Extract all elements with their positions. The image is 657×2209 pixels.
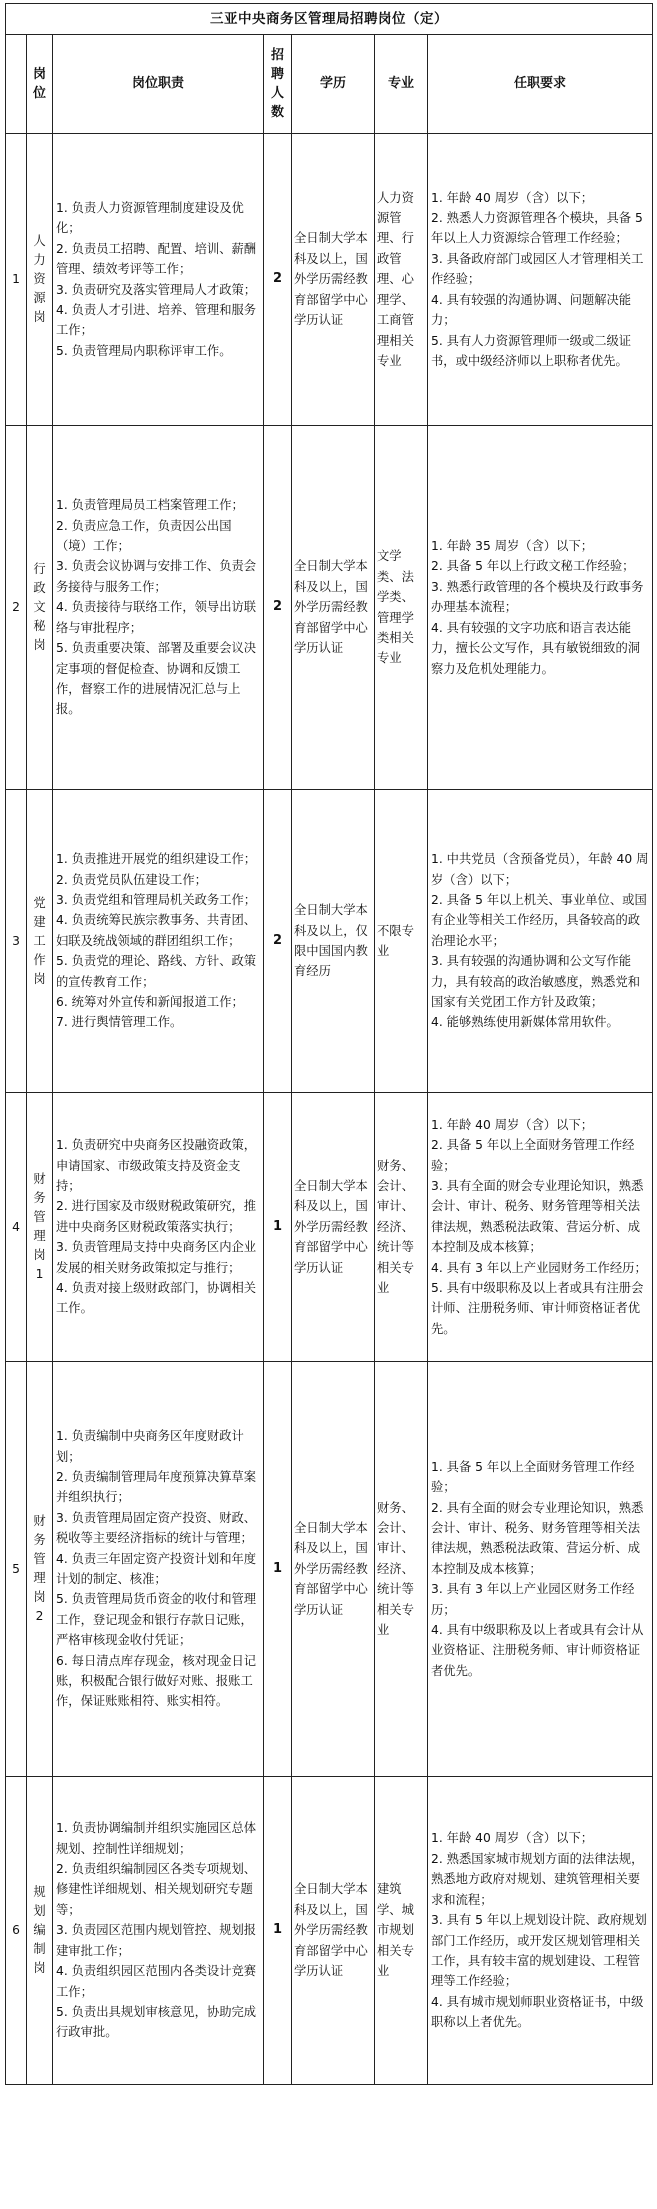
header-count: 招聘人数 — [264, 35, 292, 134]
table-body — [6, 134, 653, 2085]
major-requirement: 财务、会计、审计、经济、统计等相关专业 — [375, 1362, 428, 1777]
row-index: 6 — [6, 1777, 27, 2085]
education-requirement: 全日制大学本科及以上，国外学历需经教育部留学中心学历认证 — [292, 1093, 375, 1362]
table-row — [6, 1362, 653, 1777]
hire-count: 2 — [264, 790, 292, 1093]
row-index: 2 — [6, 426, 27, 790]
row-index: 5 — [6, 1362, 27, 1777]
hire-count: 1 — [264, 1777, 292, 2085]
education-requirement: 全日制大学本科及以上，国外学历需经教育部留学中心学历认证 — [292, 1777, 375, 2085]
header-post: 岗位 — [27, 35, 53, 134]
education-requirement: 全日制大学本科及以上，仅限中国国内教育经历 — [292, 790, 375, 1093]
table-row — [6, 426, 653, 790]
header-row — [6, 35, 653, 134]
header-index — [6, 35, 27, 134]
job-requirements: 1. 中共党员（含预备党员），年龄 40 周岁（含）以下； 2. 具备 5 年以上机关、事业单位、或国有企业等相关工作经历，具备较高的政治理论水平； 3. 具有较强的沟通协调和公文写作能力，具有较高的政治敏感度，熟悉党和国家有关党团工作方针及政策； 4. 能够熟练使用新媒体常用软件。 — [428, 790, 653, 1093]
major-requirement: 财务、会计、审计、经济、统计等相关专业 — [375, 1093, 428, 1362]
post-duties: 1. 负责协调编制并组织实施园区总体规划、控制性详细规划； 2. 负责组织编制园区各类专项规划、修建性详细规划、相关规划研究专题等； 3. 负责园区范围内规划管控、规划报建审批工作； 4. 负责组织园区范围内各类设计竞赛工作； 5. 负责出具规划审核意见，协助完成行政审批。 — [53, 1777, 264, 2085]
post-name: 规划编制岗 — [27, 1777, 53, 2085]
education-requirement: 全日制大学本科及以上，国外学历需经教育部留学中心学历认证 — [292, 134, 375, 426]
row-index: 1 — [6, 134, 27, 426]
table-row — [6, 1777, 653, 2085]
post-duties: 1. 负责推进开展党的组织建设工作； 2. 负责党员队伍建设工作； 3. 负责党组和管理局机关政务工作； 4. 负责统筹民族宗教事务、共青团、妇联及统战领域的群团组织工作； 5. 负责党的理论、路线、方针、政策的宣传教育工作； 6. 统筹对外宣传和新闻报道工作； 7. 进行舆情管理工作。 — [53, 790, 264, 1093]
job-requirements: 1. 年龄 40 周岁（含）以下； 2. 熟悉人力资源管理各个模块，具备 5 年以上人力资源综合管理工作经验； 3. 具备政府部门或园区人才管理相关工作经验； 4. 具有较强的沟通协调、问题解决能力； 5. 具有人力资源管理师一级或二级证书，或中级经济师以上职称者优先。 — [428, 134, 653, 426]
education-requirement: 全日制大学本科及以上，国外学历需经教育部留学中心学历认证 — [292, 1362, 375, 1777]
education-requirement: 全日制大学本科及以上，国外学历需经教育部留学中心学历认证 — [292, 426, 375, 790]
hire-count: 2 — [264, 426, 292, 790]
recruitment-table — [5, 3, 653, 2085]
post-duties: 1. 负责人力资源管理制度建设及优化； 2. 负责员工招聘、配置、培训、薪酬管理、绩效考评等工作； 3. 负责研究及落实管理局人才政策； 4. 负责人才引进、培养、管理和服务工作； 5. 负责管理局内职称评审工作。 — [53, 134, 264, 426]
major-requirement: 文学类、法学类、管理学类相关专业 — [375, 426, 428, 790]
post-duties: 1. 负责编制中央商务区年度财政计划； 2. 负责编制管理局年度预算决算草案并组织执行； 3. 负责管理局固定资产投资、财政、税收等主要经济指标的统计与管理； 4. 负责三年固定资产投资计划和年度计划的制定、核准； 5. 负责管理局货币资金的收付和管理工作，登记现金和银行存款日记账，严格审核现金收付凭证； 6. 每日清点库存现金，核对现金日记账，积极配合银行做好对账、报账工作，保证账账相符、账实相符。 — [53, 1362, 264, 1777]
header-major: 专业 — [375, 35, 428, 134]
job-requirements: 1. 年龄 40 周岁（含）以下； 2. 熟悉国家城市规划方面的法律法规，熟悉地方政府对规划、建筑管理相关要求和流程； 3. 具有 5 年以上规划设计院、政府规划部门工作经历，或开发区规划管理相关工作，具有较丰富的规划建设、工程管理等工作经验； 4. 具有城市规划师职业资格证书，中级职称以上者优先。 — [428, 1777, 653, 2085]
post-duties: 1. 负责研究中央商务区投融资政策，申请国家、市级政策支持及资金支持； 2. 进行国家及市级财税政策研究，推进中央商务区财税政策落实执行； 3. 负责管理局支持中央商务区内企业发展的相关财务政策拟定与推行； 4. 负责对接上级财政部门，协调相关工作。 — [53, 1093, 264, 1362]
header-requirements: 任职要求 — [428, 35, 653, 134]
header-education: 学历 — [292, 35, 375, 134]
post-name: 行政文秘岗 — [27, 426, 53, 790]
hire-count: 2 — [264, 134, 292, 426]
header-duties: 岗位职责 — [53, 35, 264, 134]
major-requirement: 建筑学、城市规划相关专业 — [375, 1777, 428, 2085]
post-name: 党建工作岗 — [27, 790, 53, 1093]
sheet-title: 三亚中央商务区管理局招聘岗位（定） — [6, 4, 653, 35]
job-requirements: 1. 具备 5 年以上全面财务管理工作经验； 2. 具有全面的财会专业理论知识，熟悉会计、审计、税务、财务管理等相关法律法规，熟悉税法政策、营运分析、成本控制及成本核算； 3. 具有 3 年以上产业园区财务工作经历； 4. 具有中级职称及以上者或具有会计从业资格证、注册税务师、审计师资格证者优先。 — [428, 1362, 653, 1777]
hire-count: 1 — [264, 1362, 292, 1777]
table-row — [6, 134, 653, 426]
hire-count: 1 — [264, 1093, 292, 1362]
job-requirements: 1. 年龄 35 周岁（含）以下； 2. 具备 5 年以上行政文秘工作经验； 3. 熟悉行政管理的各个模块及行政事务办理基本流程； 4. 具有较强的文字功底和语言表达能力，擅长公文写作，具有敏锐细致的洞察力及危机处理能力。 — [428, 426, 653, 790]
recruitment-sheet — [5, 3, 652, 2085]
table-row — [6, 790, 653, 1093]
table-row — [6, 1093, 653, 1362]
post-name: 财务管理岗1 — [27, 1093, 53, 1362]
post-name: 财务管理岗2 — [27, 1362, 53, 1777]
major-requirement: 人力资源管理、行政管理、心理学、工商管理相关专业 — [375, 134, 428, 426]
job-requirements: 1. 年龄 40 周岁（含）以下； 2. 具备 5 年以上全面财务管理工作经验； 3. 具有全面的财会专业理论知识，熟悉会计、审计、税务、财务管理等相关法律法规，熟悉税法政策、营运分析、成本控制及成本核算； 4. 具有 3 年以上产业园财务工作经历； 5. 具有中级职称及以上者或具有注册会计师、注册税务师、审计师资格证者优先。 — [428, 1093, 653, 1362]
post-name: 人力资源岗 — [27, 134, 53, 426]
row-index: 3 — [6, 790, 27, 1093]
row-index: 4 — [6, 1093, 27, 1362]
major-requirement: 不限专业 — [375, 790, 428, 1093]
post-duties: 1. 负责管理局员工档案管理工作； 2. 负责应急工作，负责因公出国（境）工作； 3. 负责会议协调与安排工作、负责会务接待与服务工作； 4. 负责接待与联络工作，领导出访联络与审批程序； 5. 负责重要决策、部署及重要会议决定事项的督促检查、协调和反馈工作，督察工作的进展情况汇总与上报。 — [53, 426, 264, 790]
